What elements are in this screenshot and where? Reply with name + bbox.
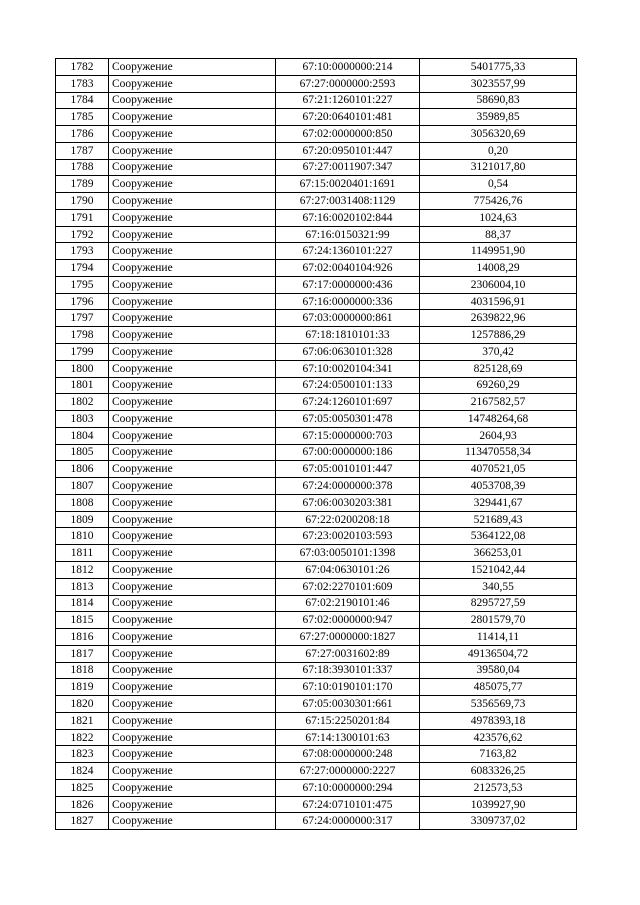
table-row <box>56 344 577 361</box>
table-row <box>56 763 577 780</box>
row-number-cell: 1823 <box>56 746 109 763</box>
cadastral-number-cell: 67:15:0000000:703 <box>276 427 420 444</box>
table-row <box>56 511 577 528</box>
cadastral-number-cell: 67:05:0010101:447 <box>276 461 420 478</box>
cadastral-number-cell: 67:02:0000000:850 <box>276 126 420 143</box>
row-number-cell: 1804 <box>56 427 109 444</box>
row-number-cell: 1827 <box>56 813 109 830</box>
cadastral-number-cell: 67:06:0630101:328 <box>276 344 420 361</box>
cadastral-value-cell: 825128,69 <box>420 360 577 377</box>
cadastral-number-cell: 67:24:1260101:697 <box>276 394 420 411</box>
cadastral-number-cell: 67:00:0000000:186 <box>276 444 420 461</box>
row-number-cell: 1808 <box>56 494 109 511</box>
row-number-cell: 1810 <box>56 528 109 545</box>
cadastral-number-cell: 67:16:0020102:844 <box>276 209 420 226</box>
cadastral-value-cell: 4031596,91 <box>420 293 577 310</box>
object-type-cell: Сооружение <box>109 59 276 76</box>
row-number-cell: 1788 <box>56 159 109 176</box>
cadastral-number-cell: 67:27:0000000:2593 <box>276 75 420 92</box>
row-number-cell: 1822 <box>56 729 109 746</box>
table-row <box>56 109 577 126</box>
cadastral-number-cell: 67:05:0030301:661 <box>276 696 420 713</box>
cadastral-value-cell: 5356569,73 <box>420 696 577 713</box>
cadastral-value-cell: 35989,85 <box>420 109 577 126</box>
row-number-cell: 1786 <box>56 126 109 143</box>
cadastral-number-cell: 67:24:1360101:227 <box>276 243 420 260</box>
cadastral-number-cell: 67:15:2250201:84 <box>276 712 420 729</box>
cadastral-number-cell: 67:18:1810101:33 <box>276 327 420 344</box>
row-number-cell: 1799 <box>56 344 109 361</box>
cadastral-number-cell: 67:18:3930101:337 <box>276 662 420 679</box>
cadastral-number-cell: 67:24:0000000:378 <box>276 478 420 495</box>
cadastral-value-cell: 0,54 <box>420 176 577 193</box>
cadastral-value-cell: 14748264,68 <box>420 411 577 428</box>
cadastral-value-cell: 5364122,08 <box>420 528 577 545</box>
table-row <box>56 729 577 746</box>
object-type-cell: Сооружение <box>109 394 276 411</box>
cadastral-value-cell: 1024,63 <box>420 209 577 226</box>
object-type-cell: Сооружение <box>109 293 276 310</box>
cadastral-value-cell: 3121017,80 <box>420 159 577 176</box>
object-type-cell: Сооружение <box>109 276 276 293</box>
object-type-cell: Сооружение <box>109 226 276 243</box>
cadastral-value-cell: 370,42 <box>420 344 577 361</box>
table-row <box>56 662 577 679</box>
object-type-cell: Сооружение <box>109 461 276 478</box>
row-number-cell: 1790 <box>56 193 109 210</box>
cadastral-value-cell: 423576,62 <box>420 729 577 746</box>
cadastral-number-cell: 67:10:0190101:170 <box>276 679 420 696</box>
table-row <box>56 494 577 511</box>
object-type-cell: Сооружение <box>109 612 276 629</box>
object-type-cell: Сооружение <box>109 109 276 126</box>
row-number-cell: 1785 <box>56 109 109 126</box>
table-row <box>56 243 577 260</box>
row-number-cell: 1815 <box>56 612 109 629</box>
table-row <box>56 779 577 796</box>
row-number-cell: 1809 <box>56 511 109 528</box>
row-number-cell: 1821 <box>56 712 109 729</box>
cadastral-number-cell: 67:06:0030203:381 <box>276 494 420 511</box>
cadastral-number-cell: 67:14:1300101:63 <box>276 729 420 746</box>
cadastral-value-cell: 2167582,57 <box>420 394 577 411</box>
object-type-cell: Сооружение <box>109 377 276 394</box>
cadastral-value-cell: 2801579,70 <box>420 612 577 629</box>
object-type-cell: Сооружение <box>109 327 276 344</box>
row-number-cell: 1803 <box>56 411 109 428</box>
cadastral-value-cell: 3056320,69 <box>420 126 577 143</box>
table-row <box>56 427 577 444</box>
cadastral-number-cell: 67:24:0000000:317 <box>276 813 420 830</box>
cadastral-number-cell: 67:10:0000000:214 <box>276 59 420 76</box>
cadastral-number-cell: 67:24:0710101:475 <box>276 796 420 813</box>
row-number-cell: 1816 <box>56 629 109 646</box>
table-body <box>56 59 577 830</box>
object-type-cell: Сооружение <box>109 260 276 277</box>
object-type-cell: Сооружение <box>109 796 276 813</box>
object-type-cell: Сооружение <box>109 176 276 193</box>
table-row <box>56 209 577 226</box>
row-number-cell: 1811 <box>56 545 109 562</box>
row-number-cell: 1807 <box>56 478 109 495</box>
table-row <box>56 126 577 143</box>
object-type-cell: Сооружение <box>109 494 276 511</box>
object-type-cell: Сооружение <box>109 427 276 444</box>
cadastral-number-cell: 67:20:0640101:481 <box>276 109 420 126</box>
table-row <box>56 645 577 662</box>
row-number-cell: 1813 <box>56 578 109 595</box>
object-type-cell: Сооружение <box>109 209 276 226</box>
object-type-cell: Сооружение <box>109 813 276 830</box>
cadastral-value-cell: 3023557,99 <box>420 75 577 92</box>
cadastral-number-cell: 67:03:0000000:861 <box>276 310 420 327</box>
object-type-cell: Сооружение <box>109 629 276 646</box>
cadastral-value-cell: 14008,29 <box>420 260 577 277</box>
object-type-cell: Сооружение <box>109 696 276 713</box>
cadastral-value-cell: 485075,77 <box>420 679 577 696</box>
object-type-cell: Сооружение <box>109 411 276 428</box>
cadastral-number-cell: 67:08:0000000:248 <box>276 746 420 763</box>
object-type-cell: Сооружение <box>109 729 276 746</box>
cadastral-number-cell: 67:27:0031408:1129 <box>276 193 420 210</box>
cadastral-number-cell: 67:05:0050301:478 <box>276 411 420 428</box>
object-type-cell: Сооружение <box>109 662 276 679</box>
cadastral-number-cell: 67:10:0020104:341 <box>276 360 420 377</box>
cadastral-value-cell: 7163,82 <box>420 746 577 763</box>
row-number-cell: 1789 <box>56 176 109 193</box>
cadastral-value-cell: 2306004,10 <box>420 276 577 293</box>
cadastral-value-cell: 775426,76 <box>420 193 577 210</box>
row-number-cell: 1801 <box>56 377 109 394</box>
table-row <box>56 75 577 92</box>
object-type-cell: Сооружение <box>109 545 276 562</box>
object-type-cell: Сооружение <box>109 779 276 796</box>
cadastral-value-cell: 1521042,44 <box>420 561 577 578</box>
table-row <box>56 478 577 495</box>
row-number-cell: 1817 <box>56 645 109 662</box>
cadastral-value-cell: 39580,04 <box>420 662 577 679</box>
cadastral-value-cell: 58690,83 <box>420 92 577 109</box>
object-type-cell: Сооружение <box>109 746 276 763</box>
table-row <box>56 746 577 763</box>
table-row <box>56 595 577 612</box>
row-number-cell: 1800 <box>56 360 109 377</box>
cadastral-number-cell: 67:10:0000000:294 <box>276 779 420 796</box>
cadastral-value-cell: 4978393,18 <box>420 712 577 729</box>
cadastral-value-table <box>55 58 577 830</box>
table-row <box>56 444 577 461</box>
object-type-cell: Сооружение <box>109 712 276 729</box>
row-number-cell: 1824 <box>56 763 109 780</box>
cadastral-number-cell: 67:03:0050101:1398 <box>276 545 420 562</box>
cadastral-value-cell: 1039927,90 <box>420 796 577 813</box>
cadastral-number-cell: 67:24:0500101:133 <box>276 377 420 394</box>
row-number-cell: 1787 <box>56 142 109 159</box>
cadastral-number-cell: 67:27:0000000:2227 <box>276 763 420 780</box>
cadastral-number-cell: 67:02:0000000:947 <box>276 612 420 629</box>
cadastral-value-cell: 366253,01 <box>420 545 577 562</box>
object-type-cell: Сооружение <box>109 511 276 528</box>
object-type-cell: Сооружение <box>109 360 276 377</box>
table-row <box>56 411 577 428</box>
object-type-cell: Сооружение <box>109 126 276 143</box>
object-type-cell: Сооружение <box>109 763 276 780</box>
table-row <box>56 679 577 696</box>
cadastral-number-cell: 67:17:0000000:436 <box>276 276 420 293</box>
row-number-cell: 1798 <box>56 327 109 344</box>
table-row <box>56 142 577 159</box>
object-type-cell: Сооружение <box>109 193 276 210</box>
cadastral-number-cell: 67:27:0031602:89 <box>276 645 420 662</box>
table-row <box>56 377 577 394</box>
table-row <box>56 629 577 646</box>
cadastral-value-cell: 3309737,02 <box>420 813 577 830</box>
row-number-cell: 1814 <box>56 595 109 612</box>
table-row <box>56 394 577 411</box>
cadastral-number-cell: 67:23:0020103:593 <box>276 528 420 545</box>
table-row <box>56 528 577 545</box>
table-row <box>56 159 577 176</box>
table-row <box>56 59 577 76</box>
table-row <box>56 813 577 830</box>
table-row <box>56 310 577 327</box>
row-number-cell: 1797 <box>56 310 109 327</box>
cadastral-value-cell: 11414,11 <box>420 629 577 646</box>
cadastral-number-cell: 67:16:0150321:99 <box>276 226 420 243</box>
table-row <box>56 360 577 377</box>
row-number-cell: 1819 <box>56 679 109 696</box>
row-number-cell: 1782 <box>56 59 109 76</box>
cadastral-value-cell: 4070521,05 <box>420 461 577 478</box>
cadastral-value-cell: 521689,43 <box>420 511 577 528</box>
table-row <box>56 260 577 277</box>
table-row <box>56 461 577 478</box>
object-type-cell: Сооружение <box>109 159 276 176</box>
cadastral-value-cell: 5401775,33 <box>420 59 577 76</box>
cadastral-number-cell: 67:16:0000000:336 <box>276 293 420 310</box>
cadastral-value-cell: 4053708,39 <box>420 478 577 495</box>
table-row <box>56 796 577 813</box>
table-row <box>56 176 577 193</box>
cadastral-value-cell: 49136504,72 <box>420 645 577 662</box>
table-row <box>56 226 577 243</box>
table-row <box>56 193 577 210</box>
cadastral-value-cell: 329441,67 <box>420 494 577 511</box>
cadastral-value-cell: 340,55 <box>420 578 577 595</box>
row-number-cell: 1820 <box>56 696 109 713</box>
cadastral-number-cell: 67:02:2270101:609 <box>276 578 420 595</box>
cadastral-number-cell: 67:22:0200208:18 <box>276 511 420 528</box>
table-row <box>56 327 577 344</box>
cadastral-value-cell: 0,20 <box>420 142 577 159</box>
row-number-cell: 1793 <box>56 243 109 260</box>
table-row <box>56 612 577 629</box>
object-type-cell: Сооружение <box>109 92 276 109</box>
object-type-cell: Сооружение <box>109 142 276 159</box>
row-number-cell: 1792 <box>56 226 109 243</box>
object-type-cell: Сооружение <box>109 478 276 495</box>
cadastral-value-cell: 88,37 <box>420 226 577 243</box>
object-type-cell: Сооружение <box>109 528 276 545</box>
object-type-cell: Сооружение <box>109 310 276 327</box>
cadastral-value-cell: 212573,53 <box>420 779 577 796</box>
cadastral-value-cell: 8295727,59 <box>420 595 577 612</box>
cadastral-number-cell: 67:04:0630101:26 <box>276 561 420 578</box>
row-number-cell: 1795 <box>56 276 109 293</box>
row-number-cell: 1802 <box>56 394 109 411</box>
table-row <box>56 561 577 578</box>
row-number-cell: 1818 <box>56 662 109 679</box>
cadastral-value-cell: 6083326,25 <box>420 763 577 780</box>
cadastral-value-cell: 69260,29 <box>420 377 577 394</box>
row-number-cell: 1826 <box>56 796 109 813</box>
cadastral-value-cell: 2639822,96 <box>420 310 577 327</box>
table-row <box>56 293 577 310</box>
row-number-cell: 1825 <box>56 779 109 796</box>
table-row <box>56 578 577 595</box>
object-type-cell: Сооружение <box>109 243 276 260</box>
cadastral-value-cell: 1257886,29 <box>420 327 577 344</box>
row-number-cell: 1794 <box>56 260 109 277</box>
cadastral-number-cell: 67:02:0040104:926 <box>276 260 420 277</box>
row-number-cell: 1806 <box>56 461 109 478</box>
cadastral-number-cell: 67:20:0950101:447 <box>276 142 420 159</box>
row-number-cell: 1783 <box>56 75 109 92</box>
object-type-cell: Сооружение <box>109 75 276 92</box>
object-type-cell: Сооружение <box>109 578 276 595</box>
cadastral-number-cell: 67:21:1260101:227 <box>276 92 420 109</box>
row-number-cell: 1784 <box>56 92 109 109</box>
table-row <box>56 696 577 713</box>
object-type-cell: Сооружение <box>109 595 276 612</box>
cadastral-value-cell: 2604,93 <box>420 427 577 444</box>
cadastral-value-cell: 113470558,34 <box>420 444 577 461</box>
cadastral-number-cell: 67:15:0020401:1691 <box>276 176 420 193</box>
cadastral-value-cell: 1149951,90 <box>420 243 577 260</box>
cadastral-number-cell: 67:27:0011907:347 <box>276 159 420 176</box>
row-number-cell: 1805 <box>56 444 109 461</box>
table-row <box>56 712 577 729</box>
cadastral-number-cell: 67:27:0000000:1827 <box>276 629 420 646</box>
cadastral-number-cell: 67:02:2190101:46 <box>276 595 420 612</box>
object-type-cell: Сооружение <box>109 679 276 696</box>
table-row <box>56 545 577 562</box>
row-number-cell: 1791 <box>56 209 109 226</box>
table-row <box>56 92 577 109</box>
object-type-cell: Сооружение <box>109 344 276 361</box>
object-type-cell: Сооружение <box>109 444 276 461</box>
table-row <box>56 276 577 293</box>
row-number-cell: 1796 <box>56 293 109 310</box>
row-number-cell: 1812 <box>56 561 109 578</box>
object-type-cell: Сооружение <box>109 645 276 662</box>
object-type-cell: Сооружение <box>109 561 276 578</box>
